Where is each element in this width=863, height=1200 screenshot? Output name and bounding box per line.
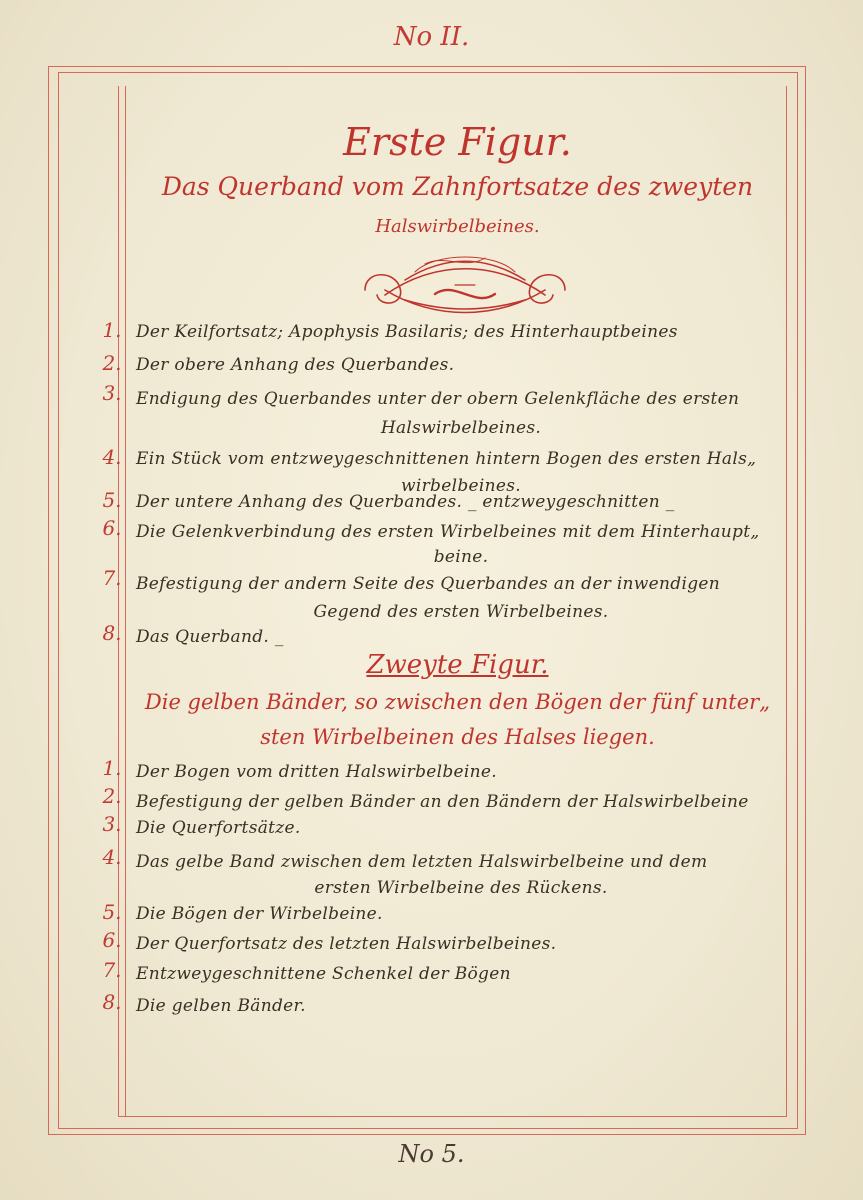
calligraphic-flourish [355, 250, 575, 320]
figure2-item-text: Die Bögen der Wirbelbeine. [136, 904, 383, 924]
frame-rule-left-outer [48, 66, 49, 1135]
figure1-item-text: Der obere Anhang des Querbandes. [136, 355, 455, 375]
figure2-item-number: 1. [102, 756, 122, 780]
figure1-item-text-continuation: Gegend des ersten Wirbelbeines. [313, 602, 609, 622]
figure2-item-number: 7. [102, 958, 122, 982]
figure2-subtitle-line2: sten Wirbelbeinen des Halses liegen. [260, 725, 655, 749]
figure1-subtitle-line2: Halswirbelbeines. [375, 216, 540, 237]
figure1-item-number: 7. [102, 566, 122, 590]
figure2-item-number: 6. [102, 928, 122, 952]
plate-number: No II. [393, 22, 470, 52]
figure1-item-text: Befestigung der andern Seite des Querbandes an der inwendigen [136, 574, 720, 594]
figure2-heading: Zweyte Figur. [366, 650, 549, 680]
frame-rule-bottom-inner [58, 1128, 798, 1129]
figure1-subtitle-line1: Das Querband vom Zahnfortsatze des zweyten [161, 172, 754, 201]
margin-rule-bottom [118, 1116, 787, 1117]
figure1-item-text: Der Keilfortsatz; Apophysis Basilaris; des Hinterhauptbeines [136, 322, 678, 342]
page-number: No 5. [398, 1140, 465, 1168]
figure2-item-text: Der Bogen vom dritten Halswirbelbeine. [136, 762, 497, 782]
frame-rule-right-outer [805, 66, 806, 1135]
figure2-subtitle-line1: Die gelben Bänder, so zwischen den Bögen der fünf unter„ [144, 690, 771, 714]
figure2-item-text: Die gelben Bänder. [136, 996, 306, 1016]
figure1-item-text: Die Gelenkverbindung des ersten Wirbelbeines mit dem Hinterhaupt„ [136, 522, 760, 542]
figure2-item-text: Entzweygeschnittene Schenkel der Bögen [136, 964, 511, 984]
figure1-item-text-continuation: beine. [433, 547, 489, 567]
frame-rule-top-inner [58, 72, 798, 73]
figure2-item-text: Das gelbe Band zwischen dem letzten Halswirbelbeine und dem [136, 852, 708, 872]
figure2-item-number: 2. [102, 784, 122, 808]
frame-rule-top-outer [48, 66, 805, 67]
figure1-item-number: 2. [102, 351, 122, 375]
figure2-item-text: Die Querfortsätze. [136, 818, 301, 838]
figure1-item-number: 6. [102, 516, 122, 540]
figure2-item-text-continuation: ersten Wirbelbeine des Rückens. [314, 878, 608, 898]
figure2-item-text: Der Querfortsatz des letzten Halswirbelbeines. [136, 934, 557, 954]
figure1-item-text: Ein Stück vom entzweygeschnittenen hintern Bogen des ersten Hals„ [136, 449, 757, 469]
figure1-heading: Erste Figur. [343, 120, 572, 164]
figure1-item-number: 4. [102, 445, 122, 469]
figure1-item-text: Endigung des Querbandes unter der obern Gelenkfläche des ersten [136, 389, 740, 409]
frame-rule-left-inner [58, 72, 59, 1129]
figure1-item-text-continuation: Halswirbelbeines. [380, 418, 542, 438]
figure1-item-number: 3. [102, 381, 122, 405]
margin-rule-right [786, 86, 787, 1116]
figure1-item-number: 1. [102, 318, 122, 342]
figure2-item-text: Befestigung der gelben Bänder an den Bändern der Halswirbelbeine [136, 792, 749, 812]
figure1-item-number: 8. [102, 621, 122, 645]
figure2-item-number: 8. [102, 990, 122, 1014]
figure1-item-number: 5. [102, 488, 122, 512]
figure1-item-text: Das Querband. _ [136, 627, 284, 647]
figure2-item-number: 3. [102, 812, 122, 836]
figure1-item-text: Der untere Anhang des Querbandes. _ entzweygeschnitten _ [136, 492, 675, 512]
figure1-item-text-continuation: wirbelbeines. [401, 476, 521, 496]
frame-rule-right-inner [797, 72, 798, 1129]
figure2-item-number: 4. [102, 845, 122, 869]
figure2-item-number: 5. [102, 900, 122, 924]
frame-rule-bottom-outer [48, 1134, 805, 1135]
